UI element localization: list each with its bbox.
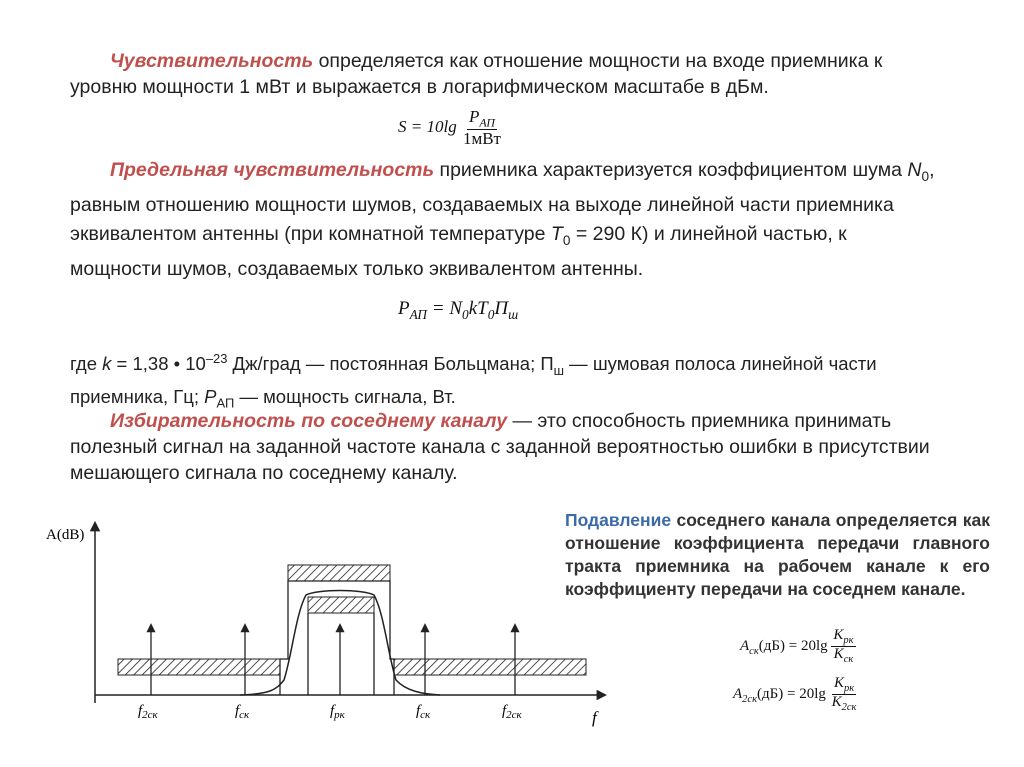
f3-lhs-sub: ск: [749, 645, 759, 657]
f3-lhs: А: [740, 637, 750, 654]
where-label: где: [70, 353, 103, 375]
paragraph-sensitivity: [70, 48, 940, 100]
tick-f2sk-left: $f_{2ск}$: [138, 703, 158, 721]
t0-symbol: T: [550, 222, 563, 245]
limit-text-3: = 290 К) и линейной частью, к мощности шумов, создаваемых только эквивалентом антенны.: [70, 222, 847, 280]
term-suppression: Подавление: [565, 510, 672, 530]
tick-fsk-left: $f_{ск}$: [235, 703, 250, 721]
f4-den: K: [831, 694, 842, 711]
f4-den-sub: 2ск: [841, 702, 857, 714]
k-symbol: k: [102, 353, 112, 375]
k-description: Дж/град — постоянная Больцмана; П: [227, 353, 554, 375]
pi-sub: ш: [553, 362, 565, 378]
k-value: = 1,38 • 10: [111, 353, 206, 375]
f3-num-sub: рк: [843, 635, 854, 646]
formula-sensitivity-fraction: [461, 108, 503, 148]
paragraph-where: [70, 346, 940, 417]
formula-sensitivity-num: P: [468, 107, 480, 126]
n0-sub: 0: [921, 168, 930, 184]
paragraph-limit-sensitivity: [70, 156, 940, 284]
x-axis-label: f: [592, 708, 597, 727]
suppression-text: соседнего канала определяется как отношение коэффициента передачи главного тракта приемника на рабочем канале к его коэффициенту передачи на соседнем канале.: [565, 510, 990, 599]
sensitivity-text: определяется как отношение мощности на входе приемника к уровню мощности 1 мВт и выражается в логарифмическом масштабе в дБм.: [70, 50, 883, 98]
formula-sensitivity: [398, 108, 503, 148]
f2-pi-sub: ш: [508, 306, 519, 322]
hatched-band-mid: [308, 597, 374, 613]
f4-num-sub: рк: [843, 683, 855, 694]
f3-den-sub: ск: [843, 654, 854, 666]
selectivity-diagram: [40, 505, 620, 735]
p-description: — мощность сигнала, Вт.: [234, 385, 456, 407]
paragraph-selectivity: [70, 408, 940, 486]
pi-description: — шумовая полоса линейной части приемника, Гц;: [70, 353, 877, 407]
term-selectivity: Избирательность по соседнему каналу: [110, 410, 508, 432]
f2-t-sub: 0: [487, 306, 495, 322]
limit-text-1: приемника характеризуется коэффициентом шума: [434, 159, 908, 181]
formula-noise-power: [398, 298, 518, 323]
side-paragraph-suppression: [565, 509, 990, 601]
f2-p-sub: АП: [409, 306, 428, 322]
f2-kt: kT: [468, 298, 488, 319]
formula-adjacent-suppression: [740, 628, 856, 665]
f2-eq: =: [427, 298, 450, 319]
k-exponent: –23: [205, 351, 228, 366]
f2-n: N: [449, 298, 463, 319]
hatched-band-left: [118, 659, 280, 675]
f2-p: P: [398, 298, 410, 319]
f2-n-sub: 0: [462, 306, 469, 322]
p-sub: АП: [216, 395, 235, 411]
f4-lhs: А: [733, 685, 743, 702]
f3-mid: (дБ) = 20lg: [758, 637, 828, 654]
hatched-band-right: [394, 659, 586, 675]
formula-second-adjacent-suppression: [733, 676, 858, 713]
f4-num: K: [833, 675, 844, 691]
term-sensitivity: Чувствительность: [110, 50, 314, 72]
f3-den: K: [833, 646, 844, 663]
f2-pi: П: [494, 298, 509, 319]
t0-sub: 0: [562, 232, 571, 248]
formula-sensitivity-lhs: S = 10lg: [398, 116, 457, 136]
f4-fraction: [830, 676, 859, 713]
f3-fraction: [831, 628, 855, 665]
f4-lhs-sub: 2ск: [742, 693, 757, 705]
tick-f2sk-right: $f_{2ск}$: [502, 703, 522, 721]
selectivity-text: — это способность приемника принимать полезный сигнал на заданной частоте канала с заданной вероятностью ошибки в присутствии мешающего сигнала по соседнему каналу.: [70, 410, 930, 484]
term-limit-sensitivity: Предельная чувствительность: [110, 159, 435, 181]
p-symbol: P: [204, 385, 217, 407]
hatched-band-top: [288, 565, 390, 581]
f4-mid: (дБ) = 20lg: [757, 685, 826, 702]
formula-sensitivity-den: 1мВт: [462, 128, 501, 148]
limit-text-2: , равным отношению мощности шумов, создаваемых на выходе линейной части приемника эквивалентом антенны (при комнатной температуре: [70, 159, 935, 245]
f3-num: K: [833, 627, 844, 643]
tick-frk: $f_{рк}$: [330, 703, 345, 721]
y-axis-label: A(dB): [46, 527, 85, 543]
n0-symbol: N: [907, 159, 922, 181]
formula-sensitivity-num-sub: АП: [479, 115, 495, 130]
tick-fsk-right: $f_{ск}$: [416, 703, 431, 721]
